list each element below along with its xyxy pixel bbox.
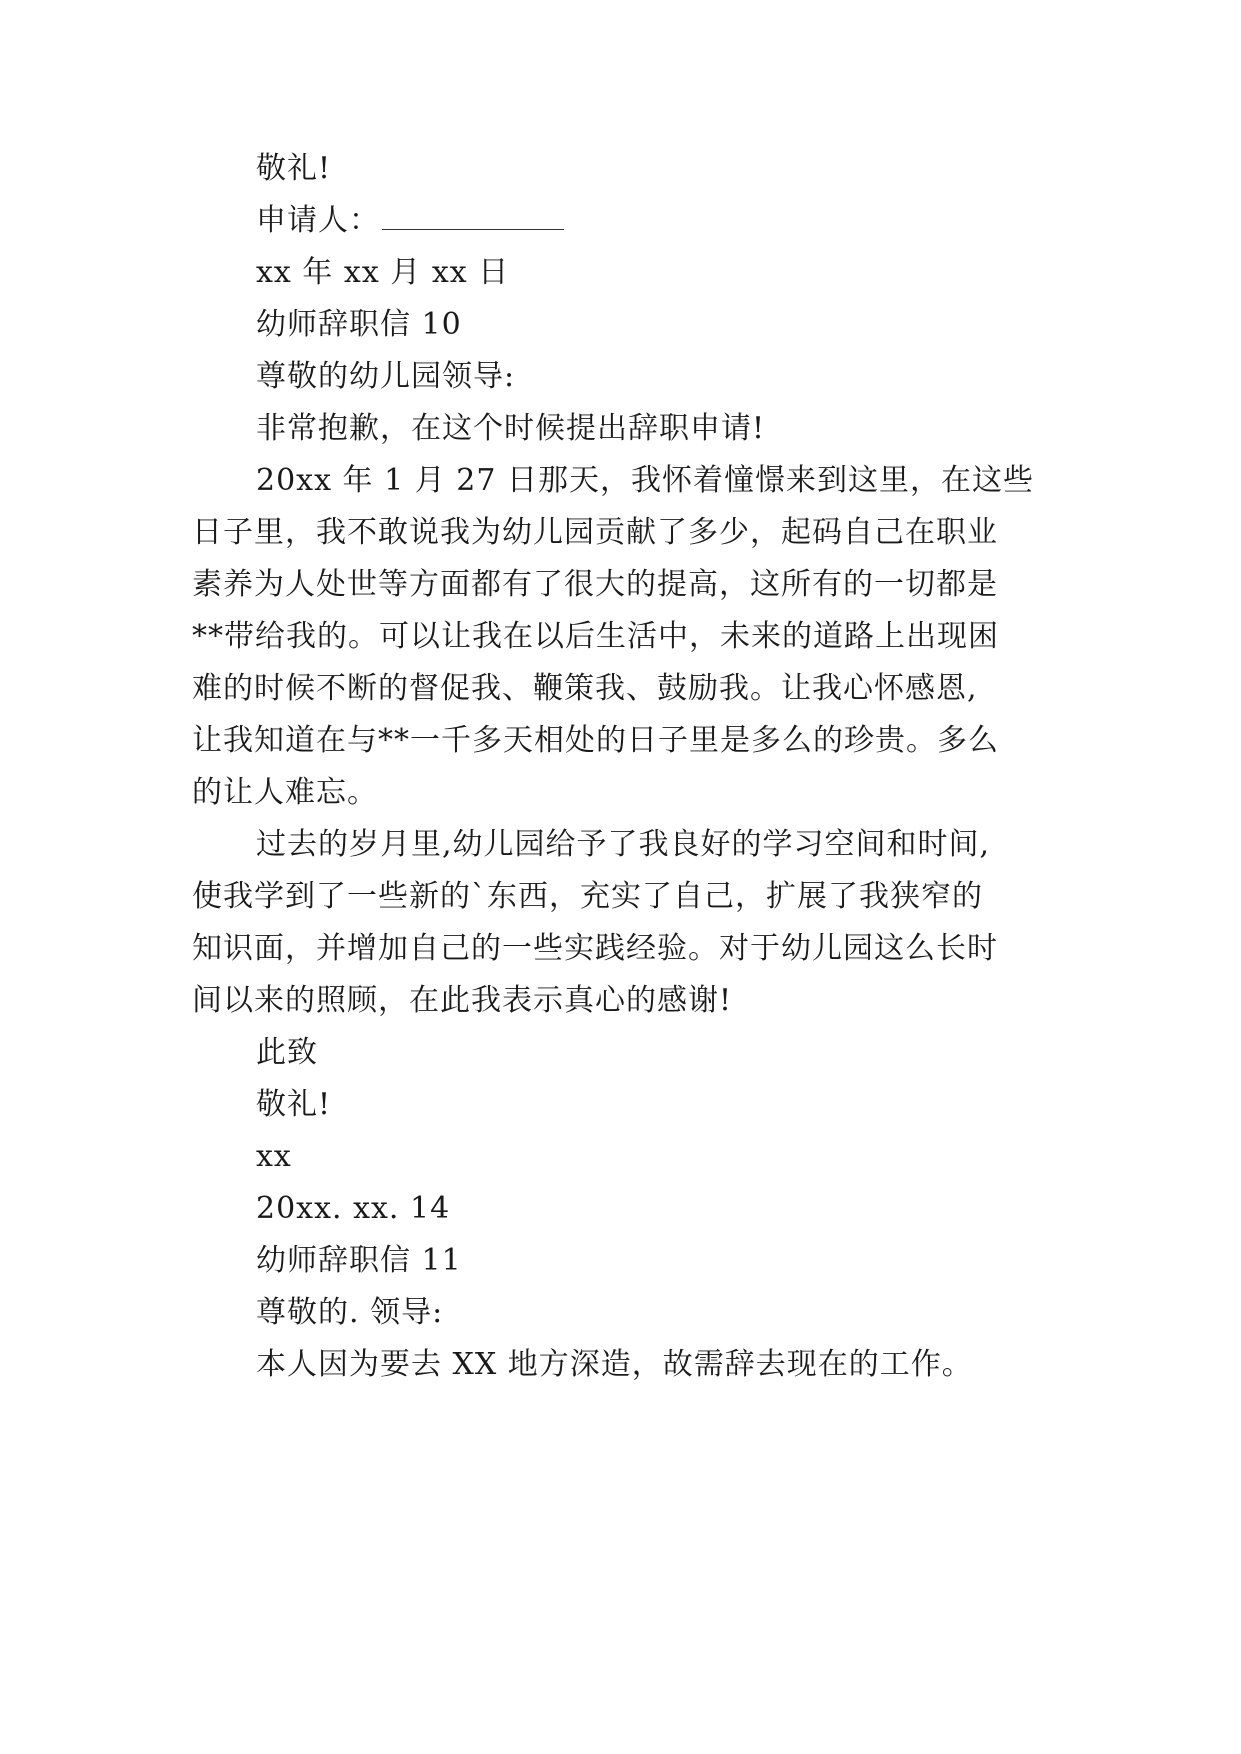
signer-name: xx (256, 1139, 292, 1174)
closing-salute: 敬礼! (256, 1087, 332, 1122)
paragraph-line: 难的时候不断的督促我、鞭策我、鼓励我。让我心怀感恩, (192, 671, 978, 706)
paragraph-line: 日子里，我不敢说我为幼儿园贡献了多少，起码自己在职业 (192, 515, 998, 550)
date-line: xx 年 xx 月 xx 日 (256, 255, 510, 290)
paragraph-line: 过去的岁月里,幼儿园给予了我良好的学习空间和时间, (256, 827, 991, 862)
letter-date: 20xx. xx. 14 (256, 1191, 451, 1226)
paragraph-line: 的让人难忘。 (192, 775, 378, 810)
letter-title: 幼师辞职信 11 (256, 1243, 462, 1278)
salutation: 尊敬的. 领导: (256, 1295, 444, 1330)
applicant-line (256, 203, 1136, 239)
paragraph-line: 间以来的照顾，在此我表示真心的感谢! (192, 983, 733, 1018)
applicant-label: 申请人： (256, 203, 380, 238)
paragraph-line: 知识面，并增加自己的一些实践经验。对于幼儿园这么长时 (192, 931, 998, 966)
paragraph-line: 使我学到了一些新的`东西，充实了自己，扩展了我狭窄的 (192, 879, 983, 914)
closing-phrase: 此致 (256, 1035, 318, 1070)
paragraph-line: 让我知道在与**一千多天相处的日子里是多么的珍贵。多么 (192, 723, 999, 758)
closing-salute: 敬礼! (256, 151, 332, 186)
paragraph-line: 素养为人处世等方面都有了很大的提高，这所有的一切都是 (192, 567, 998, 602)
paragraph-line: 20xx 年 1 月 27 日那天，我怀着憧憬来到这里，在这些 (256, 463, 1034, 498)
paragraph-line: **带给我的。可以让我在以后生活中，未来的道路上出现困 (192, 619, 999, 654)
salutation: 尊敬的幼儿园领导: (256, 359, 516, 394)
signature-blank (382, 203, 564, 230)
paragraph-line: 本人因为要去 XX 地方深造，故需辞去现在的工作。 (256, 1347, 973, 1382)
paragraph-line: 非常抱歉，在这个时候提出辞职申请! (256, 411, 766, 446)
letter-title: 幼师辞职信 10 (256, 307, 462, 342)
